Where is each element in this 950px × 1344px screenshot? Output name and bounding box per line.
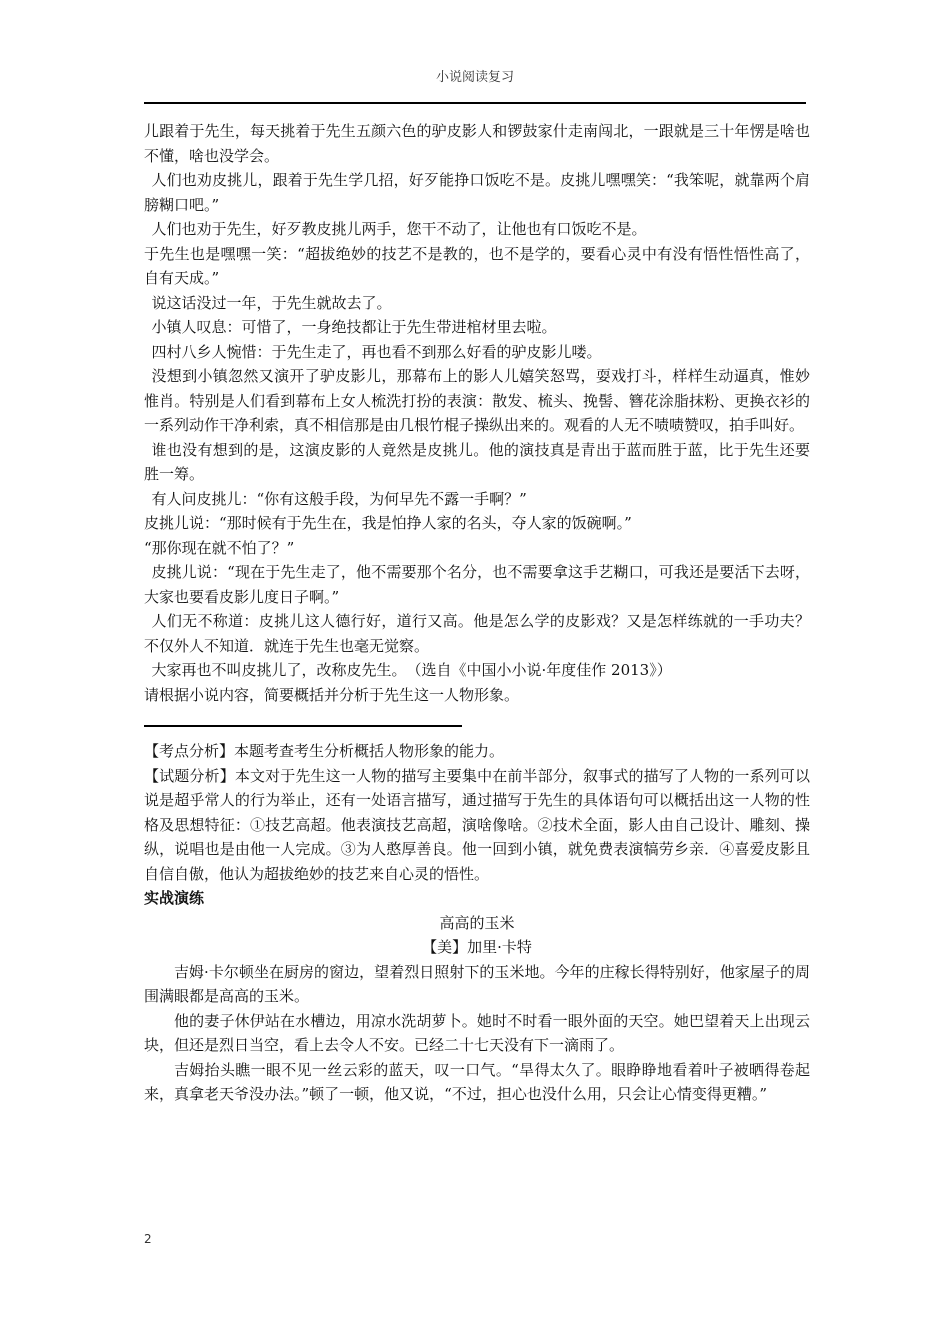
story-paragraph: 皮挑儿说：“现在于先生走了，他不需要那个名分，也不需要拿这手艺糊口，可我还是要活下去呀，大家也要看皮影儿度日子啊。” <box>144 563 810 606</box>
story-paragraph: 小镇人叹息：可惜了，一身绝技都让于先生带进棺材里去啦。 <box>151 318 557 336</box>
document-body <box>144 119 810 1107</box>
story-paragraph: 儿跟着于先生，每天挑着于先生五颜六色的驴皮影人和锣鼓家什走南闯北，一跟就是三十年愣是啥也不懂，啥也没学会。 <box>144 122 810 165</box>
practice-author: 【美】加里·卡特 <box>422 938 532 956</box>
practice-title: 高高的玉米 <box>439 913 515 932</box>
story-paragraph: “那你现在就不怕了？” <box>144 538 295 557</box>
story-paragraph: 人们也劝于先生，好歹教皮挑儿两手，您干不动了，让他也有口饭吃不是。 <box>151 220 647 238</box>
answer-line <box>144 725 462 727</box>
practice-paragraph: 吉姆·卡尔顿坐在厨房的窗边，望着烈日照射下的玉米地。今年的庄稼长得特别好，他家屋子的周围满眼都是高高的玉米。 <box>144 962 810 1005</box>
story-paragraph: 大家再也不叫皮挑儿了，改称皮先生。 （选自《中国小小说·年度佳作 2013》） <box>151 661 672 679</box>
story-paragraph: 谁也没有想到的是，这演皮影的人竟然是皮挑儿。他的演技真是青出于蓝而胜于蓝，比于先生还要胜一筹。 <box>144 440 810 483</box>
page-header: 小说阅读复习 <box>435 70 514 85</box>
story-paragraph: 人们无不称道：皮挑儿这人德行好，道行又高。他是怎么学的皮影戏？又是怎样练就的一手功夫？不仅外人不知道．就连于先生也毫无觉察。 <box>144 612 810 655</box>
story-paragraph: 说这话没过一年，于先生就故去了。 <box>151 293 392 312</box>
practice-paragraph: 吉姆抬头瞧一眼不见一丝云彩的蓝天，叹一口气。“旱得太久了。眼睁睁地看着叶子被晒得卷起来，真拿老天爷没办法。”顿了一顿，他又说，“不过，担心也没什么用，只会让心情变得更糟。” <box>144 1060 810 1103</box>
story-paragraph: 四村八乡人惋惜：于先生走了，再也看不到那么好看的驴皮影儿喽。 <box>151 342 602 361</box>
header-divider <box>144 102 806 104</box>
practice-paragraph: 他的妻子休伊站在水槽边，用凉水洗胡萝卜。她时不时看一眼外面的天空。她巴望着天上出现云块，但还是烈日当空，看上去令人不安。已经二十七天没有下一滴雨了。 <box>144 1011 810 1054</box>
question-prompt: 请根据小说内容，简要概括并分析于先生这一人物形象。 <box>144 685 520 704</box>
analysis-detail: 【试题分析】本文对于先生这一人物的描写主要集中在前半部分，叙事式的描写了人物的一系列可以说是超乎常人的行为举止，还有一处语言描写，通过描写于先生的具体语句可以概括出这一人物的性格及思想特征：①技艺高超。他表演技艺高超，演啥像啥。②技术全面，影人由自己设计、雕刻、操纵，说唱也是由他一人完成。③为人憨厚善良。他一回到小镇，就免费表演犒劳乡亲．④喜爱皮影且自信自傲，他认为超拔绝妙的技艺来自心灵的悟性。 <box>144 766 810 883</box>
story-paragraph: 于先生也是嘿嘿一笑：“超拔绝妙的技艺不是教的，也不是学的，要看心灵中有没有悟性悟性高了，自有天成。” <box>144 244 810 287</box>
analysis-point: 【考点分析】本题考查考生分析概括人物形象的能力。 <box>144 742 505 760</box>
story-paragraph: 有人问皮挑儿：“你有这般手段，为何早先不露一手啊？” <box>151 489 527 508</box>
story-paragraph: 人们也劝皮挑儿，跟着于先生学几招，好歹能挣口饭吃不是。皮挑儿嘿嘿笑：“我笨呢，就靠两个肩膀糊口吧。” <box>144 171 810 214</box>
page-number: 2 <box>144 1232 152 1246</box>
practice-heading: 实战演练 <box>144 889 205 907</box>
story-paragraph: 没想到小镇忽然又演开了驴皮影儿，那幕布上的影人儿嬉笑怒骂，耍戏打斗，样样生动逼真，惟妙惟肖。特别是人们看到幕布上女人梳洗打扮的表演：散发、梳头、挽髻、簪花涂脂抹粉、更换衣衫的一系列动作干净利索，真不相信那是由几根竹棍子操纵出来的。观看的人无不啧啧赞叹，拍手叫好。 <box>144 367 810 434</box>
story-paragraph: 皮挑儿说：“那时候有于先生在，我是怕挣人家的名头，夺人家的饭碗啊。” <box>144 514 632 532</box>
